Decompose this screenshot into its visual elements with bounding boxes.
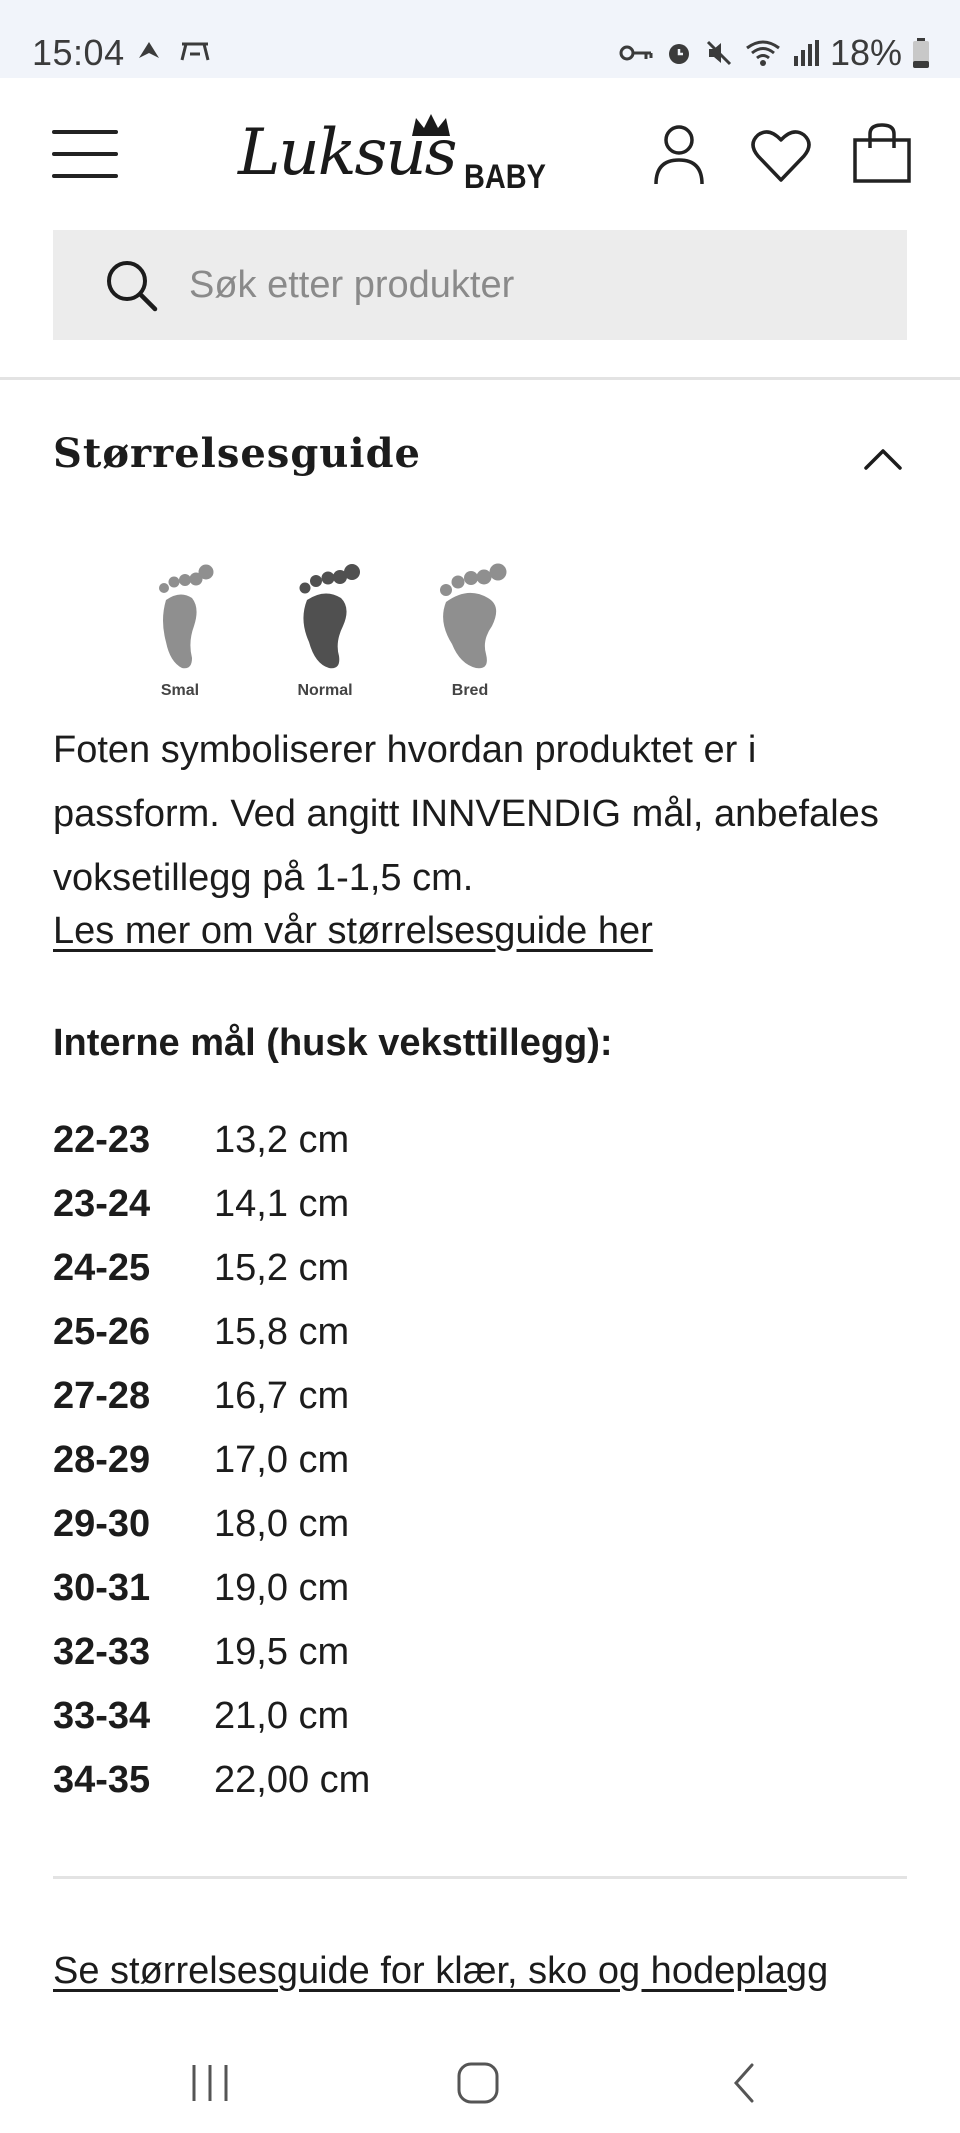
inner-length: 22,00 cm [214, 1758, 371, 1801]
wishlist-button[interactable] [750, 128, 812, 189]
foot-normal [275, 560, 375, 710]
logo-script: Luksus [238, 116, 456, 190]
size-row [53, 1492, 553, 1556]
internal-measurements-heading: Interne mål (husk veksttillegg): [53, 1022, 613, 1064]
wishlist-heart-icon [750, 128, 812, 184]
size-row [53, 1364, 553, 1428]
foot-label: Normal [297, 682, 353, 699]
menu-button[interactable] [52, 130, 118, 178]
section-divider [53, 1876, 907, 1879]
status-bar [0, 0, 960, 78]
foot-wide-icon [420, 560, 520, 678]
logo-baby: BABY [464, 158, 546, 196]
fit-indicator [130, 560, 520, 710]
size-row [53, 1556, 553, 1620]
battery-percentage: 18% [829, 32, 902, 73]
size-range: 25-26 [53, 1310, 151, 1353]
menu-icon-bar [52, 152, 118, 156]
signal-icon [792, 38, 820, 68]
size-row [53, 1748, 553, 1812]
inner-length: 15,8 cm [214, 1310, 350, 1353]
menu-icon-bar [52, 174, 118, 178]
back-icon [724, 2061, 768, 2105]
vpn-key-icon [618, 41, 654, 65]
size-range: 34-35 [53, 1758, 151, 1801]
site-header [0, 78, 960, 228]
size-guide-more-link[interactable]: Les mer om vår størrelsesguide her [53, 910, 653, 952]
inner-length: 15,2 cm [214, 1246, 350, 1289]
size-row [53, 1620, 553, 1684]
status-right-icons [618, 32, 930, 74]
size-row [53, 1236, 553, 1300]
size-range: 30-31 [53, 1566, 151, 1609]
home-icon [456, 2061, 500, 2105]
notification-icon [134, 36, 164, 66]
inner-length: 17,0 cm [214, 1438, 350, 1481]
menu-icon-bar [52, 130, 118, 134]
mute-icon [704, 38, 734, 68]
inner-length: 21,0 cm [214, 1694, 350, 1737]
section-divider [0, 377, 960, 380]
size-row [53, 1684, 553, 1748]
fit-description: Foten symboliserer hvordan produktet er i passform. Ved angitt INNVENDIG mål, anbefales voksetillegg på 1-1,5 cm. [53, 729, 879, 899]
home-button[interactable] [438, 2048, 518, 2118]
status-time: 15:04 [32, 32, 125, 73]
foot-label: Bred [451, 682, 489, 699]
cart-button[interactable] [852, 122, 912, 189]
inner-length: 14,1 cm [214, 1182, 350, 1225]
size-row [53, 1300, 553, 1364]
size-row [53, 1172, 553, 1236]
search-input[interactable] [189, 264, 869, 307]
search-icon [103, 257, 159, 313]
size-row [53, 1428, 553, 1492]
battery-icon [912, 37, 930, 69]
size-range: 29-30 [53, 1502, 151, 1545]
inner-length: 16,7 cm [214, 1374, 350, 1417]
size-range: 22-23 [53, 1118, 151, 1161]
account-icon [652, 124, 706, 186]
back-button[interactable] [706, 2048, 786, 2118]
foot-normal-icon [275, 560, 375, 678]
inner-length: 19,5 cm [214, 1630, 350, 1673]
app-icon [178, 36, 212, 66]
foot-narrow-icon [130, 560, 230, 678]
recent-apps-button[interactable] [170, 2048, 250, 2118]
size-range: 32-33 [53, 1630, 151, 1673]
full-size-guide-link[interactable]: Se størrelsesguide for klær, sko og hodeplagg [53, 1950, 829, 1992]
size-table [53, 1108, 553, 1812]
size-range: 23-24 [53, 1182, 151, 1225]
alarm-icon [664, 38, 694, 68]
system-nav-bar [0, 2030, 960, 2133]
size-row [53, 1108, 553, 1172]
size-guide-title[interactable]: Størrelsesguide [53, 430, 421, 477]
size-range: 24-25 [53, 1246, 151, 1289]
size-range: 27-28 [53, 1374, 151, 1417]
foot-label: Smal [160, 682, 200, 699]
size-range: 33-34 [53, 1694, 151, 1737]
shopping-bag-icon [852, 122, 912, 184]
foot-wide [420, 560, 520, 710]
search-bar[interactable] [53, 230, 907, 340]
inner-length: 13,2 cm [214, 1118, 350, 1161]
foot-narrow [130, 560, 230, 710]
inner-length: 19,0 cm [214, 1566, 350, 1609]
account-button[interactable] [652, 124, 706, 191]
site-logo[interactable] [238, 110, 546, 200]
chevron-up-icon[interactable] [862, 438, 904, 480]
inner-length: 18,0 cm [214, 1502, 350, 1545]
wifi-icon [744, 38, 782, 68]
size-range: 28-29 [53, 1438, 151, 1481]
status-left-icons [134, 36, 212, 66]
recent-apps-icon [188, 2061, 232, 2105]
